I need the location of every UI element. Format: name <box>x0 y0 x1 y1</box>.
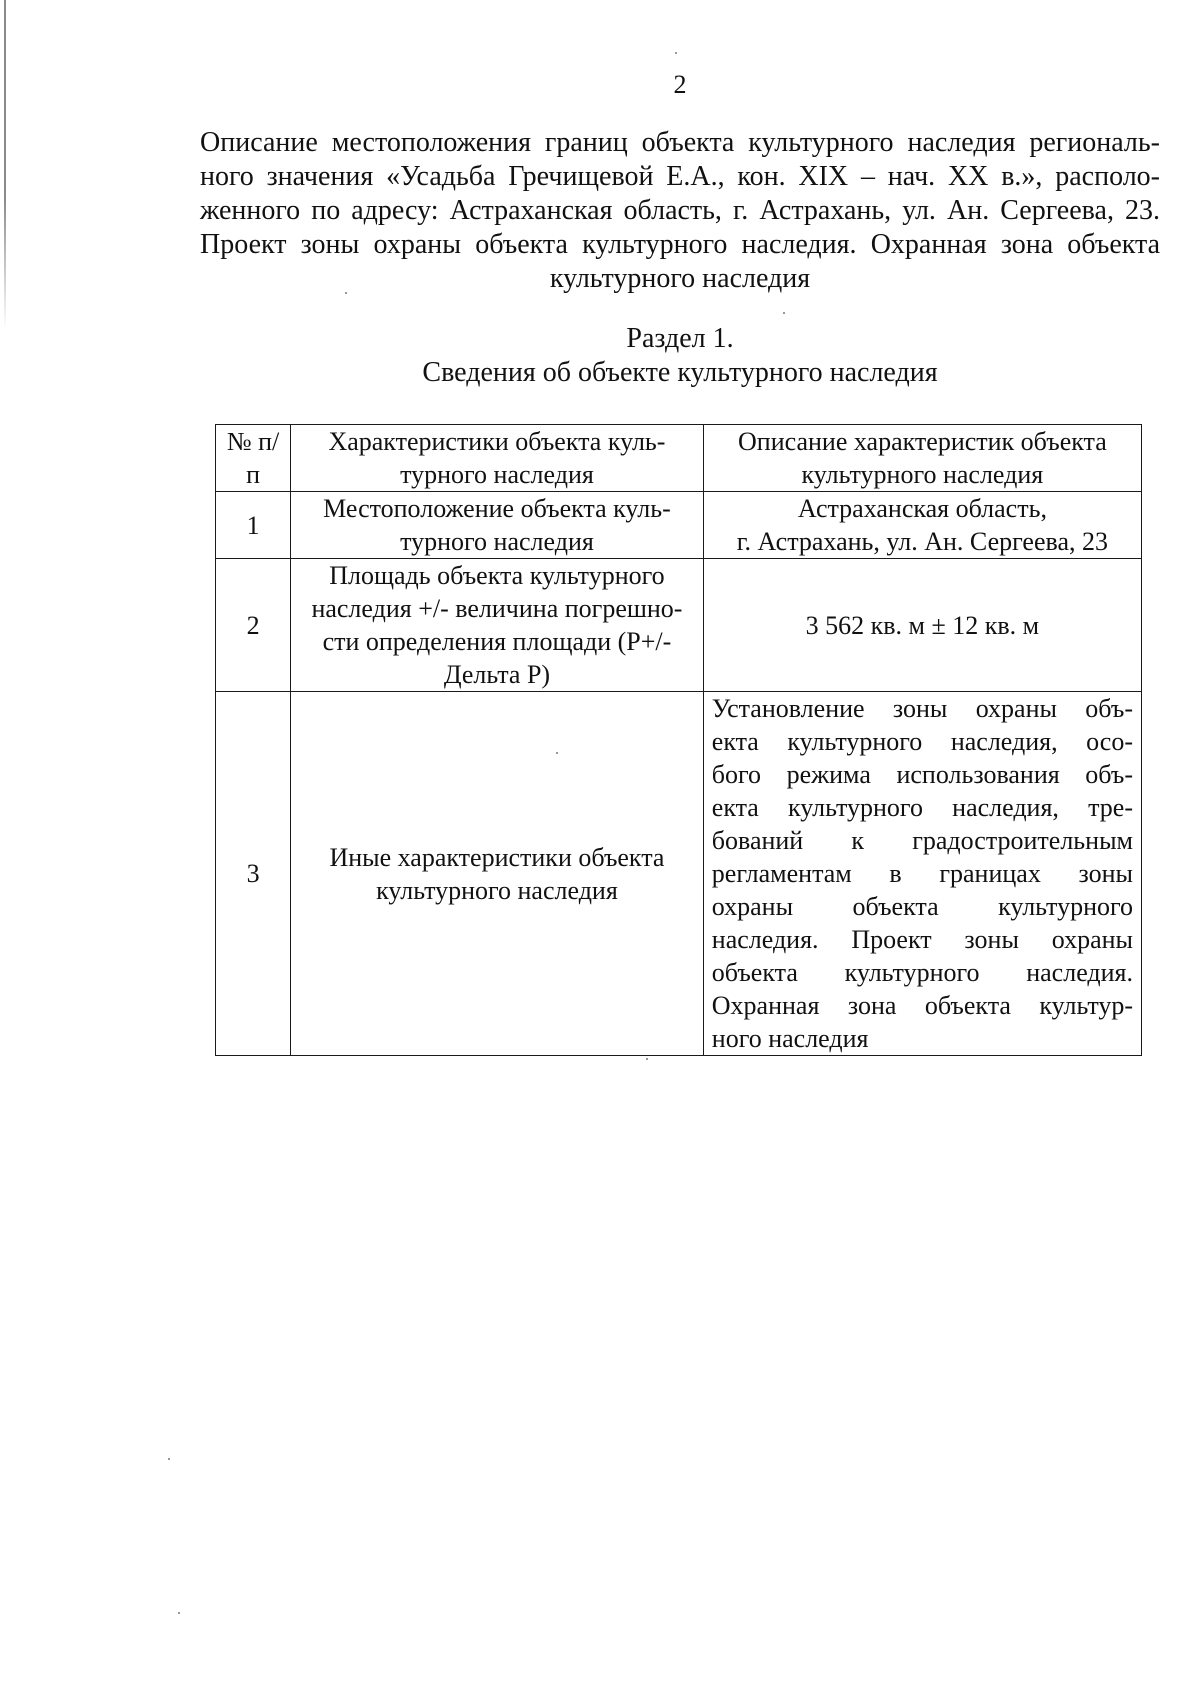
cell-line: регламентам в границах зоны <box>711 859 1133 888</box>
section-title: Сведения об объекте культурного наследия <box>422 357 938 388</box>
cell-line: наследия. Проект зоны охраны <box>711 925 1133 954</box>
table-header-row <box>216 425 1142 492</box>
row-num: 2 <box>216 559 291 692</box>
cell-line: наследия +/- величина погрешно- <box>311 594 683 623</box>
section-number: Раздел 1. <box>626 323 734 354</box>
scan-speck <box>783 312 785 314</box>
cell-line: культурного наследия <box>376 875 618 905</box>
heritage-info-table <box>215 424 1142 1056</box>
row-characteristic <box>291 492 704 559</box>
cell-line: екта культурного наследия, тре- <box>711 793 1133 822</box>
title-line: культурного наследия <box>549 263 811 294</box>
cell-line: охраны объекта культурного <box>711 892 1133 921</box>
scan-edge-shadow <box>4 0 6 330</box>
cell-line: Характеристики объекта куль- <box>328 427 666 456</box>
cell-line: объекта культурного наследия. <box>711 958 1133 987</box>
page-number: 2 <box>673 70 687 99</box>
document-title <box>200 126 1160 296</box>
cell-line: Установление зоны охраны объ- <box>711 694 1133 723</box>
scan-speck <box>178 1612 180 1614</box>
row-num: 3 <box>216 692 291 1056</box>
row-description <box>703 559 1141 692</box>
cell-line: Описание характеристик объекта <box>738 427 1107 456</box>
table-row <box>216 559 1142 692</box>
cell-line: Охранная зона объекта культур- <box>711 991 1133 1020</box>
cell-line: Астраханская область, <box>797 494 1047 523</box>
cell-line: екта культурного наследия, осо- <box>711 727 1133 756</box>
header-num: № п/п <box>216 425 291 492</box>
cell-line: г. Астрахань, ул. Ан. Сергеева, 23 <box>736 527 1108 556</box>
title-line: женного по адресу: Астраханская область, г. Астрахань, ул. Ан. Сергеева, 23. <box>200 195 1160 226</box>
header-characteristic <box>291 425 704 492</box>
row-num: 1 <box>216 492 291 559</box>
cell-line: бого режима использования объ- <box>711 760 1133 789</box>
row-characteristic <box>291 692 704 1056</box>
title-line: Проект зоны охраны объекта культурного наследия. Охранная зона объекта <box>200 229 1160 260</box>
cell-line: турного наследия <box>400 527 594 556</box>
row-characteristic <box>291 559 704 692</box>
row-description <box>703 692 1141 1056</box>
cell-line: культурного наследия <box>801 460 1044 489</box>
cell-line: турного наследия <box>400 460 594 489</box>
cell-line: Площадь объекта культурного <box>329 561 665 590</box>
cell-line: Местоположение объекта куль- <box>323 494 671 523</box>
scan-speck <box>556 752 558 754</box>
scan-speck <box>646 1058 648 1060</box>
cell-line: ного наследия <box>711 1024 869 1053</box>
table-row <box>216 692 1142 1056</box>
scan-speck <box>675 52 677 54</box>
cell-line: 3 562 кв. м ± 12 кв. м <box>805 610 1040 640</box>
cell-line: сти определения площади (Р+/- <box>322 627 672 656</box>
header-description <box>703 425 1141 492</box>
title-line: ного значения «Усадьба Гречищевой Е.А., кон. XIX – нач. XX в.», располо- <box>200 161 1160 192</box>
cell-line: Дельта Р) <box>443 660 551 689</box>
section-heading <box>200 322 1160 390</box>
cell-line: Иные характеристики объекта <box>329 842 665 872</box>
table-row <box>216 492 1142 559</box>
scan-speck <box>168 1458 170 1460</box>
scan-speck <box>345 292 347 294</box>
title-line: Описание местоположения границ объекта культурного наследия региональ- <box>200 127 1160 158</box>
row-description <box>703 492 1141 559</box>
cell-line: бований к градостроительным <box>711 826 1133 855</box>
